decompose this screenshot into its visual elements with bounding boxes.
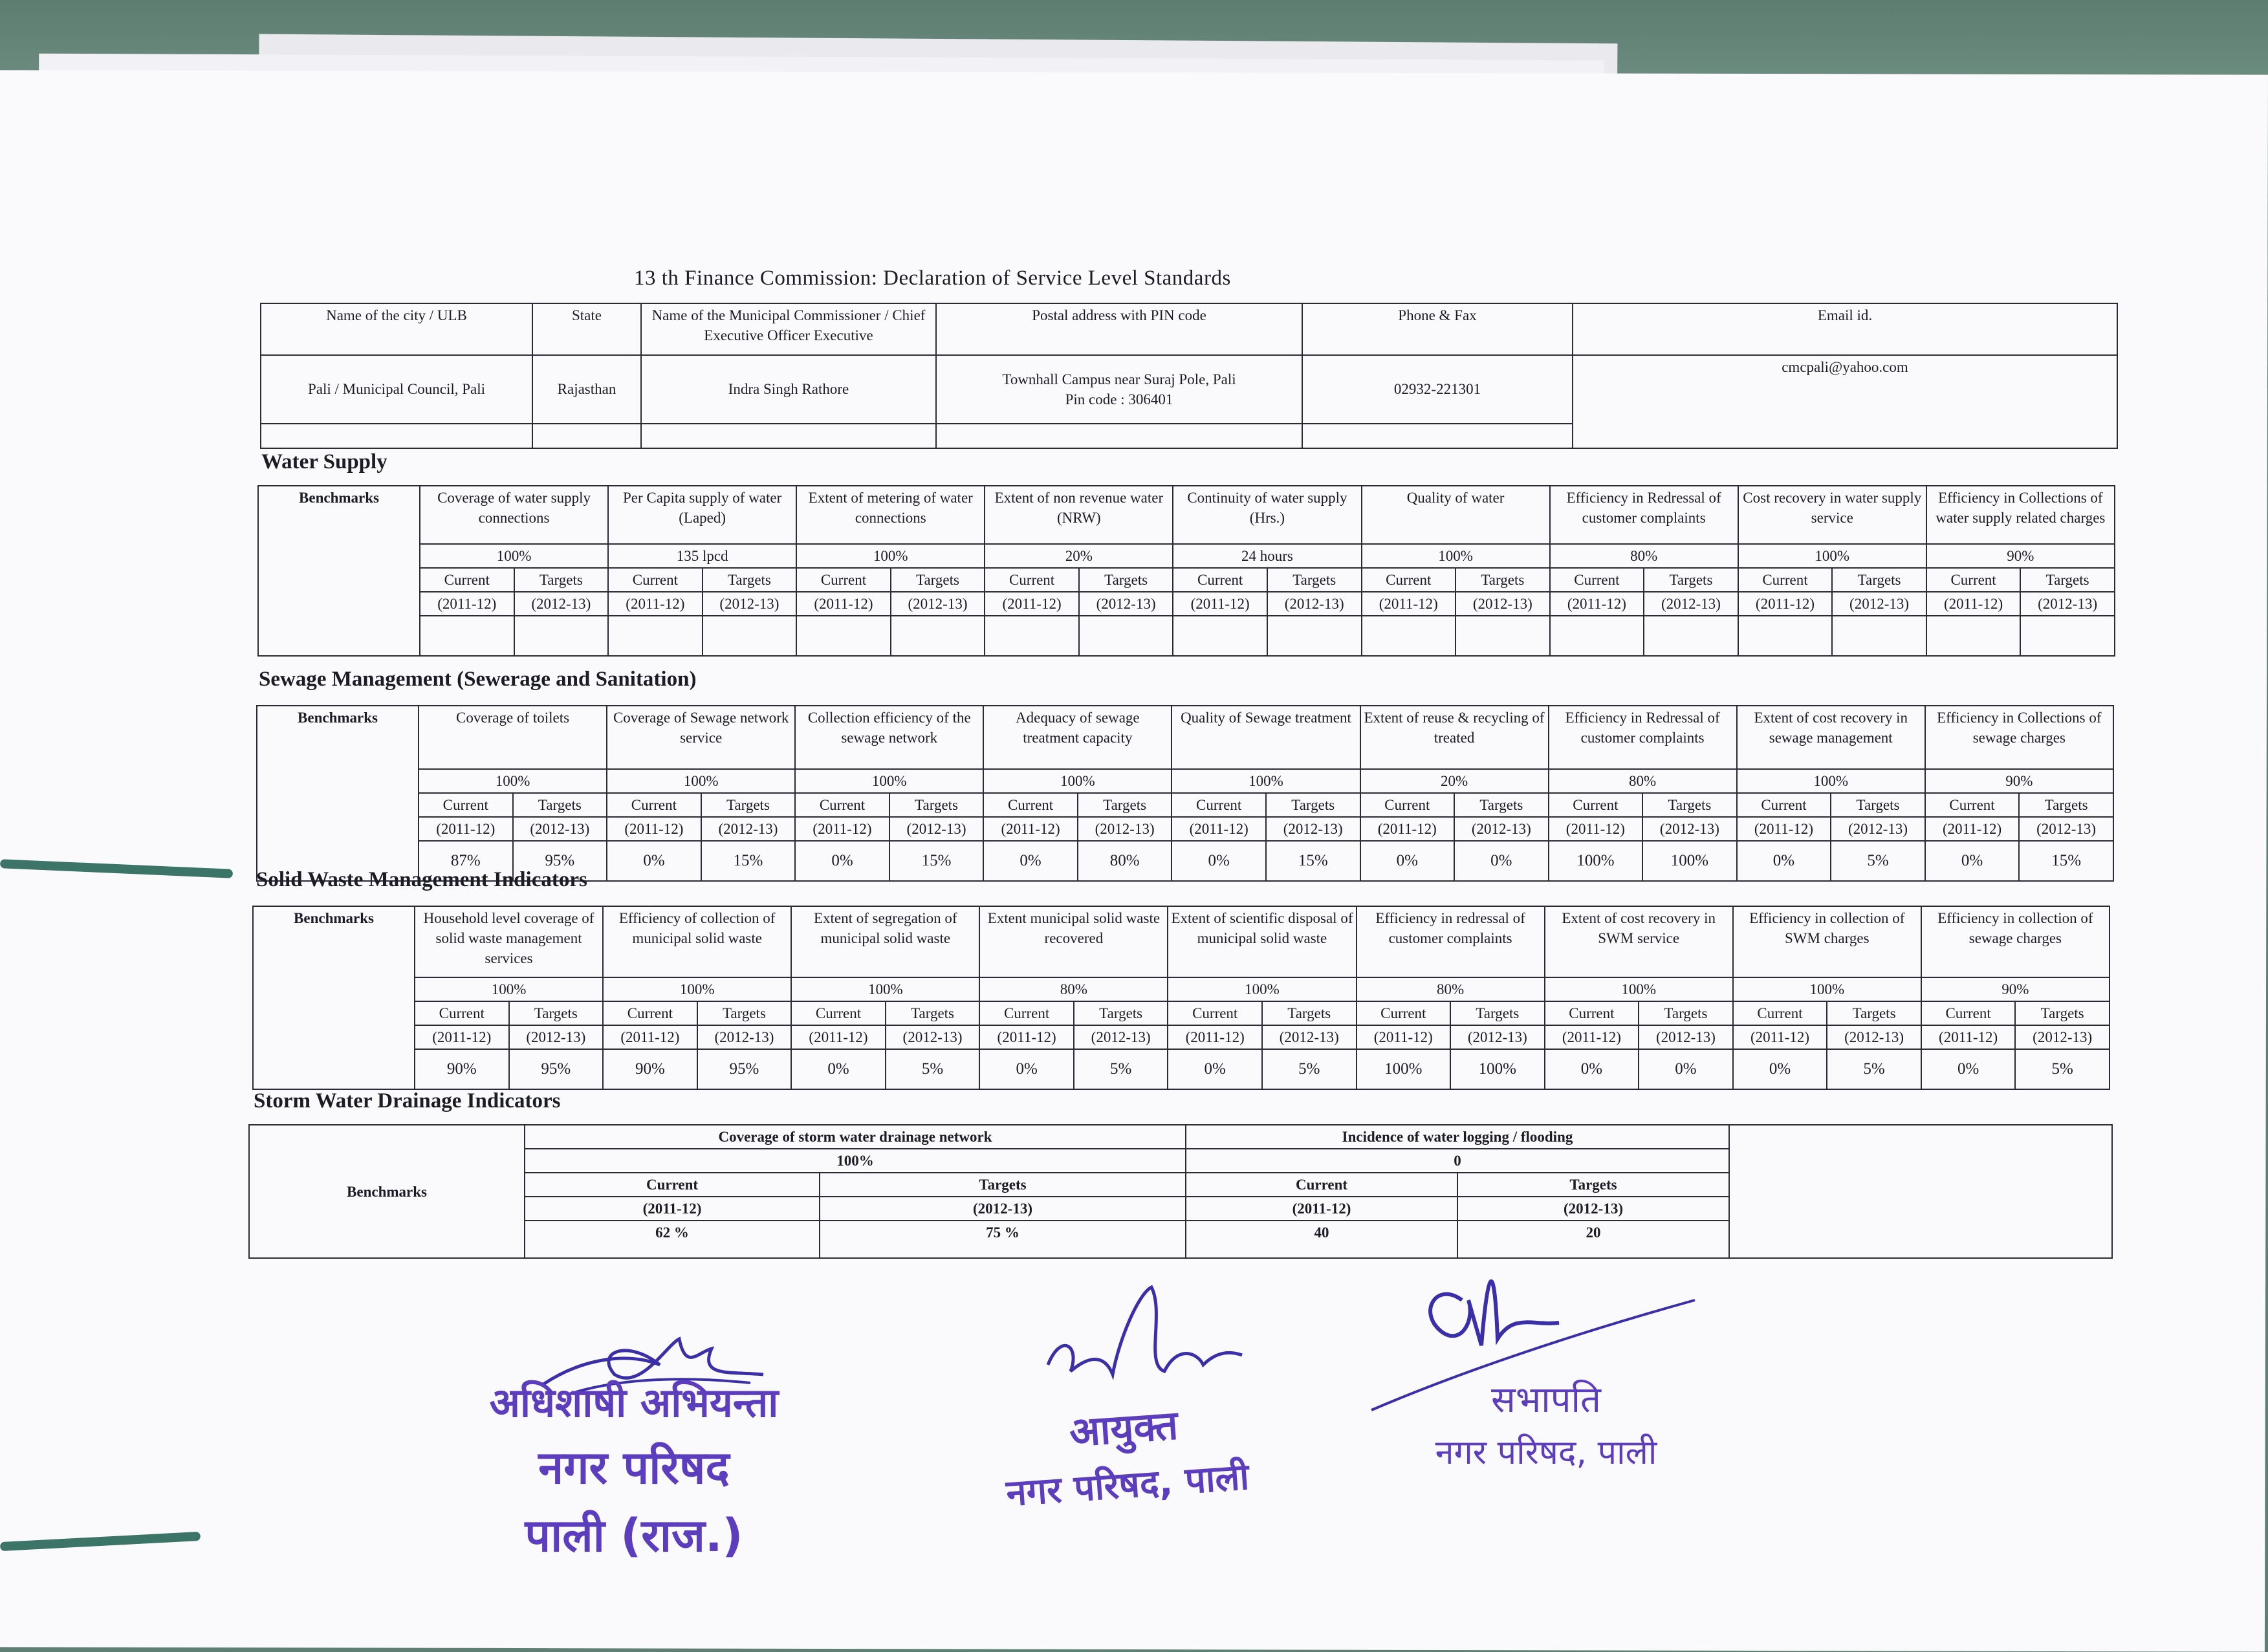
sewage-benchmark-grid [256,705,2114,882]
blank-cell [261,424,532,448]
city-value: Pali / Municipal Council, Pali [261,355,532,424]
current-header: Current [608,568,703,592]
current-header: Current [1921,1001,2016,1025]
target-value: 80% [1078,841,1172,881]
current-header: Current [791,1001,886,1025]
targets-header: Targets [1831,793,1925,817]
targets-header: Targets [891,568,985,592]
current-value: 0% [1733,1049,1827,1089]
targets-header: Targets [1457,1173,1729,1197]
target-period: (2012-13) [1454,817,1549,841]
target-period: (2012-13) [1832,592,1926,616]
current-header: Current [1737,793,1831,817]
benchmark-value: 100% [415,977,603,1001]
current-header: Current [415,1001,509,1025]
benchmark-value: 100% [607,769,795,793]
targets-header: Targets [1266,793,1360,817]
current-header: Current [979,1001,1074,1025]
current-header: Current [1738,568,1833,592]
indicator-name: Efficiency in redressal of customer complaints [1357,906,1545,977]
targets-header: Targets [1267,568,1362,592]
stamp-line: पाली (राज.) [525,1509,743,1562]
stamp-commissioner [967,1393,1284,1519]
commissioner-value: Indra Singh Rathore [641,355,936,424]
target-value: 75 % [820,1221,1186,1258]
target-value: 5% [1831,841,1925,881]
page-title: 13 th Finance Commission: Declaration of Service Level Standards [634,266,1231,290]
current-value: 87% [419,841,513,881]
target-period: (2012-13) [697,1025,792,1049]
address-line: Townhall Campus near Suraj Pole, Pali [1002,371,1236,387]
stamp-line: नगर परिषद, पाली [1435,1433,1657,1472]
current-header: Current [985,568,1079,592]
indicator-name: Extent of cost recovery in SWM service [1545,906,1733,977]
indicator-name: Efficiency in Redressal of customer complaints [1550,486,1738,544]
current-period: (2011-12) [1738,592,1833,616]
current-period: (2011-12) [795,817,889,841]
target-period: (2012-13) [1450,1025,1545,1049]
current-header: Current [1360,793,1455,817]
section-title-sewage: Sewage Management (Sewerage and Sanitation) [259,668,697,691]
current-period: (2011-12) [1173,592,1267,616]
section-title-solid-waste: Solid Waste Management Indicators [256,868,587,891]
header-address: Postal address with PIN code [936,303,1302,355]
benchmark-value: 80% [1550,544,1738,568]
stamp-line: अधिशाषी अभियन्ता [489,1379,779,1426]
target-value: 95% [513,841,607,881]
current-period: (2011-12) [1733,1025,1827,1049]
indicator-name: Quality of Sewage treatment [1172,706,1360,769]
header-state: State [532,303,641,355]
benchmark-value: 80% [979,977,1168,1001]
target-value: 15% [889,841,984,881]
benchmark-value: 100% [791,977,979,1001]
target-period: (2012-13) [1827,1025,1921,1049]
indicator-name: Coverage of Sewage network service [607,706,795,769]
current-header: Current [1926,568,2021,592]
indicator-name: Efficiency in Redressal of customer complaints [1549,706,1737,769]
indicator-name: Quality of water [1362,486,1550,544]
benchmark-value: 100% [1172,769,1360,793]
target-period: (2012-13) [1457,1197,1729,1221]
current-value [420,616,514,656]
target-period: (2012-13) [514,592,609,616]
target-value: 15% [1266,841,1360,881]
current-header: Current [1733,1001,1827,1025]
stamp-line: सभापति [1491,1379,1601,1421]
targets-header: Targets [2015,1001,2110,1025]
targets-header: Targets [820,1173,1186,1197]
target-period: (2012-13) [1079,592,1173,616]
targets-header: Targets [1639,1001,1733,1025]
current-period: (2011-12) [1737,817,1831,841]
current-value: 100% [1357,1049,1451,1089]
indicator-name: Efficiency in Collections of water supply related charges [1926,486,2115,544]
target-period: (2012-13) [513,817,607,841]
targets-header: Targets [1827,1001,1921,1025]
current-period: (2011-12) [1357,1025,1451,1049]
current-value: 0% [1925,841,2020,881]
targets-header: Targets [1454,793,1549,817]
indicator-name: Household level coverage of solid waste management services [415,906,603,977]
current-period: (2011-12) [1362,592,1456,616]
current-value [608,616,703,656]
benchmarks-label: Benchmarks [258,486,420,656]
target-value: 0% [1639,1049,1733,1089]
water-benchmark-grid [257,485,2115,657]
target-period: (2012-13) [2020,592,2115,616]
ulb-info-table [260,303,2118,449]
current-period: (2011-12) [979,1025,1074,1049]
targets-header: Targets [1456,568,1550,592]
indicator-name: Efficiency in Collections of sewage charges [1925,706,2113,769]
targets-header: Targets [703,568,797,592]
current-period: (2011-12) [603,1025,697,1049]
current-period: (2011-12) [1926,592,2021,616]
target-value [703,616,797,656]
current-header: Current [1925,793,2020,817]
target-value: 15% [2019,841,2113,881]
current-period: (2011-12) [985,592,1079,616]
current-value: 0% [1172,841,1266,881]
current-value: 100% [1549,841,1643,881]
current-value [1738,616,1833,656]
current-value [1173,616,1267,656]
benchmark-value: 100% [795,769,983,793]
current-value: 40 [1186,1221,1457,1258]
target-period: (2012-13) [886,1025,980,1049]
target-period: (2012-13) [509,1025,604,1049]
indicator-name: Efficiency in collection of sewage charges [1921,906,2110,977]
current-period: (2011-12) [607,817,701,841]
current-value: 0% [1921,1049,2016,1089]
benchmark-value: 100% [1737,769,1925,793]
blank-cell [641,424,936,448]
state-value: Rajasthan [532,355,641,424]
current-period: (2011-12) [1550,592,1644,616]
targets-header: Targets [513,793,607,817]
current-header: Current [525,1173,820,1197]
target-value: 15% [701,841,796,881]
targets-header: Targets [697,1001,792,1025]
target-value: 5% [2015,1049,2110,1089]
signature-center [1035,1274,1255,1404]
indicator-name: Coverage of storm water drainage network [525,1125,1186,1149]
benchmark-value: 20% [985,544,1173,568]
target-value [1456,616,1550,656]
target-period: (2012-13) [1456,592,1550,616]
indicator-name: Extent of non revenue water (NRW) [985,486,1173,544]
indicator-name: Extent of metering of water connections [796,486,985,544]
targets-header: Targets [889,793,984,817]
current-period: (2011-12) [1549,817,1643,841]
current-period: (2011-12) [1168,1025,1262,1049]
solid-benchmark-grid [252,906,2110,1090]
current-value: 0% [1737,841,1831,881]
current-period: (2011-12) [419,817,513,841]
benchmark-value: 90% [1921,977,2110,1001]
benchmark-value: 20% [1360,769,1549,793]
current-value: 0% [983,841,1078,881]
blank-cell [936,424,1302,448]
benchmark-value: 100% [420,544,608,568]
target-period: (2012-13) [1074,1025,1168,1049]
current-period: (2011-12) [415,1025,509,1049]
benchmark-value: 80% [1357,977,1545,1001]
target-value: 100% [1642,841,1737,881]
target-period: (2012-13) [1267,592,1362,616]
targets-header: Targets [1079,568,1173,592]
current-period: (2011-12) [1360,817,1455,841]
target-value [1832,616,1926,656]
current-value: 90% [415,1049,509,1089]
stamp-line: नगर परिषद [538,1440,730,1494]
current-value: 0% [979,1049,1074,1089]
targets-header: Targets [1262,1001,1357,1025]
current-header: Current [1362,568,1456,592]
targets-header: Targets [1074,1001,1168,1025]
target-value: 20 [1457,1221,1729,1258]
target-period: (2012-13) [701,817,796,841]
current-period: (2011-12) [525,1197,820,1221]
current-value [1362,616,1456,656]
current-header: Current [1173,568,1267,592]
current-value: 0% [1545,1049,1639,1089]
target-value: 5% [1262,1049,1357,1089]
target-period: (2012-13) [1642,817,1737,841]
current-period: (2011-12) [791,1025,886,1049]
current-header: Current [1357,1001,1451,1025]
target-value: 100% [1450,1049,1545,1089]
current-value: 0% [791,1049,886,1089]
target-value: 5% [1074,1049,1168,1089]
target-value: 5% [1827,1049,1921,1089]
blank-cell [1302,424,1573,448]
target-period: (2012-13) [1639,1025,1733,1049]
target-period: (2012-13) [1266,817,1360,841]
benchmark-value: 100% [525,1149,1186,1173]
target-value [1079,616,1173,656]
targets-header: Targets [2019,793,2113,817]
indicator-name: Cost recovery in water supply service [1738,486,1926,544]
current-header: Current [1545,1001,1639,1025]
target-period: (2012-13) [703,592,797,616]
benchmark-value: 24 hours [1173,544,1361,568]
current-period: (2011-12) [1545,1025,1639,1049]
current-period: (2011-12) [1925,817,2020,841]
target-period: (2012-13) [891,592,985,616]
current-period: (2011-12) [420,592,514,616]
target-value: 95% [697,1049,792,1089]
indicator-name: Per Capita supply of water (Laped) [608,486,796,544]
target-value [891,616,985,656]
targets-header: Targets [514,568,609,592]
current-header: Current [983,793,1078,817]
targets-header: Targets [1450,1001,1545,1025]
section-title-storm-water: Storm Water Drainage Indicators [254,1089,561,1113]
benchmark-value: 90% [1925,769,2113,793]
target-period: (2012-13) [2015,1025,2110,1049]
pin-code: Pin code : 306401 [1065,391,1173,408]
current-period: (2011-12) [1921,1025,2016,1049]
current-value: 0% [607,841,701,881]
indicator-name: Adequacy of sewage treatment capacity [983,706,1172,769]
indicator-name: Continuity of water supply (Hrs.) [1173,486,1361,544]
benchmarks-label: Benchmarks [249,1125,525,1258]
target-period: (2012-13) [1262,1025,1357,1049]
email-value: cmcpali@yahoo.com [1573,355,2117,448]
benchmark-value: 100% [1733,977,1921,1001]
benchmarks-label: Benchmarks [253,906,415,1089]
current-value: 0% [795,841,889,881]
header-phone: Phone & Fax [1302,303,1573,355]
current-value: 0% [1360,841,1455,881]
benchmark-value: 100% [796,544,985,568]
current-period: (2011-12) [983,817,1078,841]
current-period: (2011-12) [1186,1197,1457,1221]
target-value: 5% [886,1049,980,1089]
current-period: (2011-12) [608,592,703,616]
targets-header: Targets [509,1001,604,1025]
target-period: (2012-13) [1831,817,1925,841]
benchmark-value: 100% [603,977,791,1001]
indicator-name: Efficiency in collection of SWM charges [1733,906,1921,977]
target-period: (2012-13) [1644,592,1738,616]
header-email: Email id. [1573,303,2117,355]
current-header: Current [1550,568,1644,592]
header-city: Name of the city / ULB [261,303,532,355]
targets-header: Targets [701,793,796,817]
section-title-water: Water Supply [261,450,387,473]
header-commissioner: Name of the Municipal Commissioner / Chief Executive Officer Executive [641,303,936,355]
indicator-name: Extent of reuse & recycling of treated [1360,706,1549,769]
blank-cell [532,424,641,448]
indicator-name: Efficiency of collection of municipal solid waste [603,906,791,977]
current-header: Current [1549,793,1643,817]
storm-water-table [248,1124,2113,1259]
targets-header: Targets [2020,568,2115,592]
benchmark-value: 90% [1926,544,2115,568]
indicator-name: Coverage of water supply connections [420,486,608,544]
benchmark-value: 0 [1186,1149,1729,1173]
indicator-name: Incidence of water logging / flooding [1186,1125,1729,1149]
target-period: (2012-13) [2019,817,2113,841]
current-header: Current [1168,1001,1262,1025]
benchmark-value: 100% [1545,977,1733,1001]
stamp-executive-engineer [466,1378,802,1565]
indicator-name: Extent of scientific disposal of municipal solid waste [1168,906,1356,977]
target-value [514,616,609,656]
current-value [985,616,1079,656]
indicator-name: Extent of segregation of municipal solid waste [791,906,979,977]
targets-header: Targets [1644,568,1738,592]
target-period: (2012-13) [889,817,984,841]
address-value [936,355,1302,424]
current-value: 62 % [525,1221,820,1258]
benchmark-value: 100% [983,769,1172,793]
current-header: Current [419,793,513,817]
targets-header: Targets [1642,793,1737,817]
indicator-name: Extent of cost recovery in sewage management [1737,706,1925,769]
current-value [1550,616,1644,656]
stamp-line: नगर परिषद, पाली [1005,1455,1250,1515]
target-period: (2012-13) [820,1197,1186,1221]
benchmark-value: 100% [1168,977,1356,1001]
benchmark-value: 100% [1738,544,1926,568]
benchmark-value: 100% [419,769,607,793]
current-header: Current [796,568,891,592]
current-header: Current [420,568,514,592]
target-period: (2012-13) [1078,817,1172,841]
phone-value: 02932-221301 [1302,355,1573,424]
target-value: 95% [509,1049,604,1089]
current-value [1926,616,2021,656]
target-value [2020,616,2115,656]
current-header: Current [1172,793,1266,817]
benchmark-value: 135 lpcd [608,544,796,568]
current-period: (2011-12) [796,592,891,616]
current-header: Current [795,793,889,817]
blank-cell [1729,1125,2112,1258]
target-value [1644,616,1738,656]
stamp-chairman [1404,1378,1688,1474]
stamp-line: आयुक्त [1067,1401,1180,1456]
benchmarks-label: Benchmarks [257,706,419,881]
target-value: 0% [1454,841,1549,881]
current-value: 0% [1168,1049,1262,1089]
indicator-name: Collection efficiency of the sewage network [795,706,983,769]
current-header: Current [607,793,701,817]
benchmark-value: 80% [1549,769,1737,793]
targets-header: Targets [1832,568,1926,592]
indicator-name: Coverage of toilets [419,706,607,769]
target-value [1267,616,1362,656]
current-value: 90% [603,1049,697,1089]
current-period: (2011-12) [1172,817,1266,841]
current-value [796,616,891,656]
targets-header: Targets [1078,793,1172,817]
benchmark-value: 100% [1362,544,1550,568]
indicator-name: Extent municipal solid waste recovered [979,906,1168,977]
current-header: Current [603,1001,697,1025]
current-header: Current [1186,1173,1457,1197]
targets-header: Targets [886,1001,980,1025]
